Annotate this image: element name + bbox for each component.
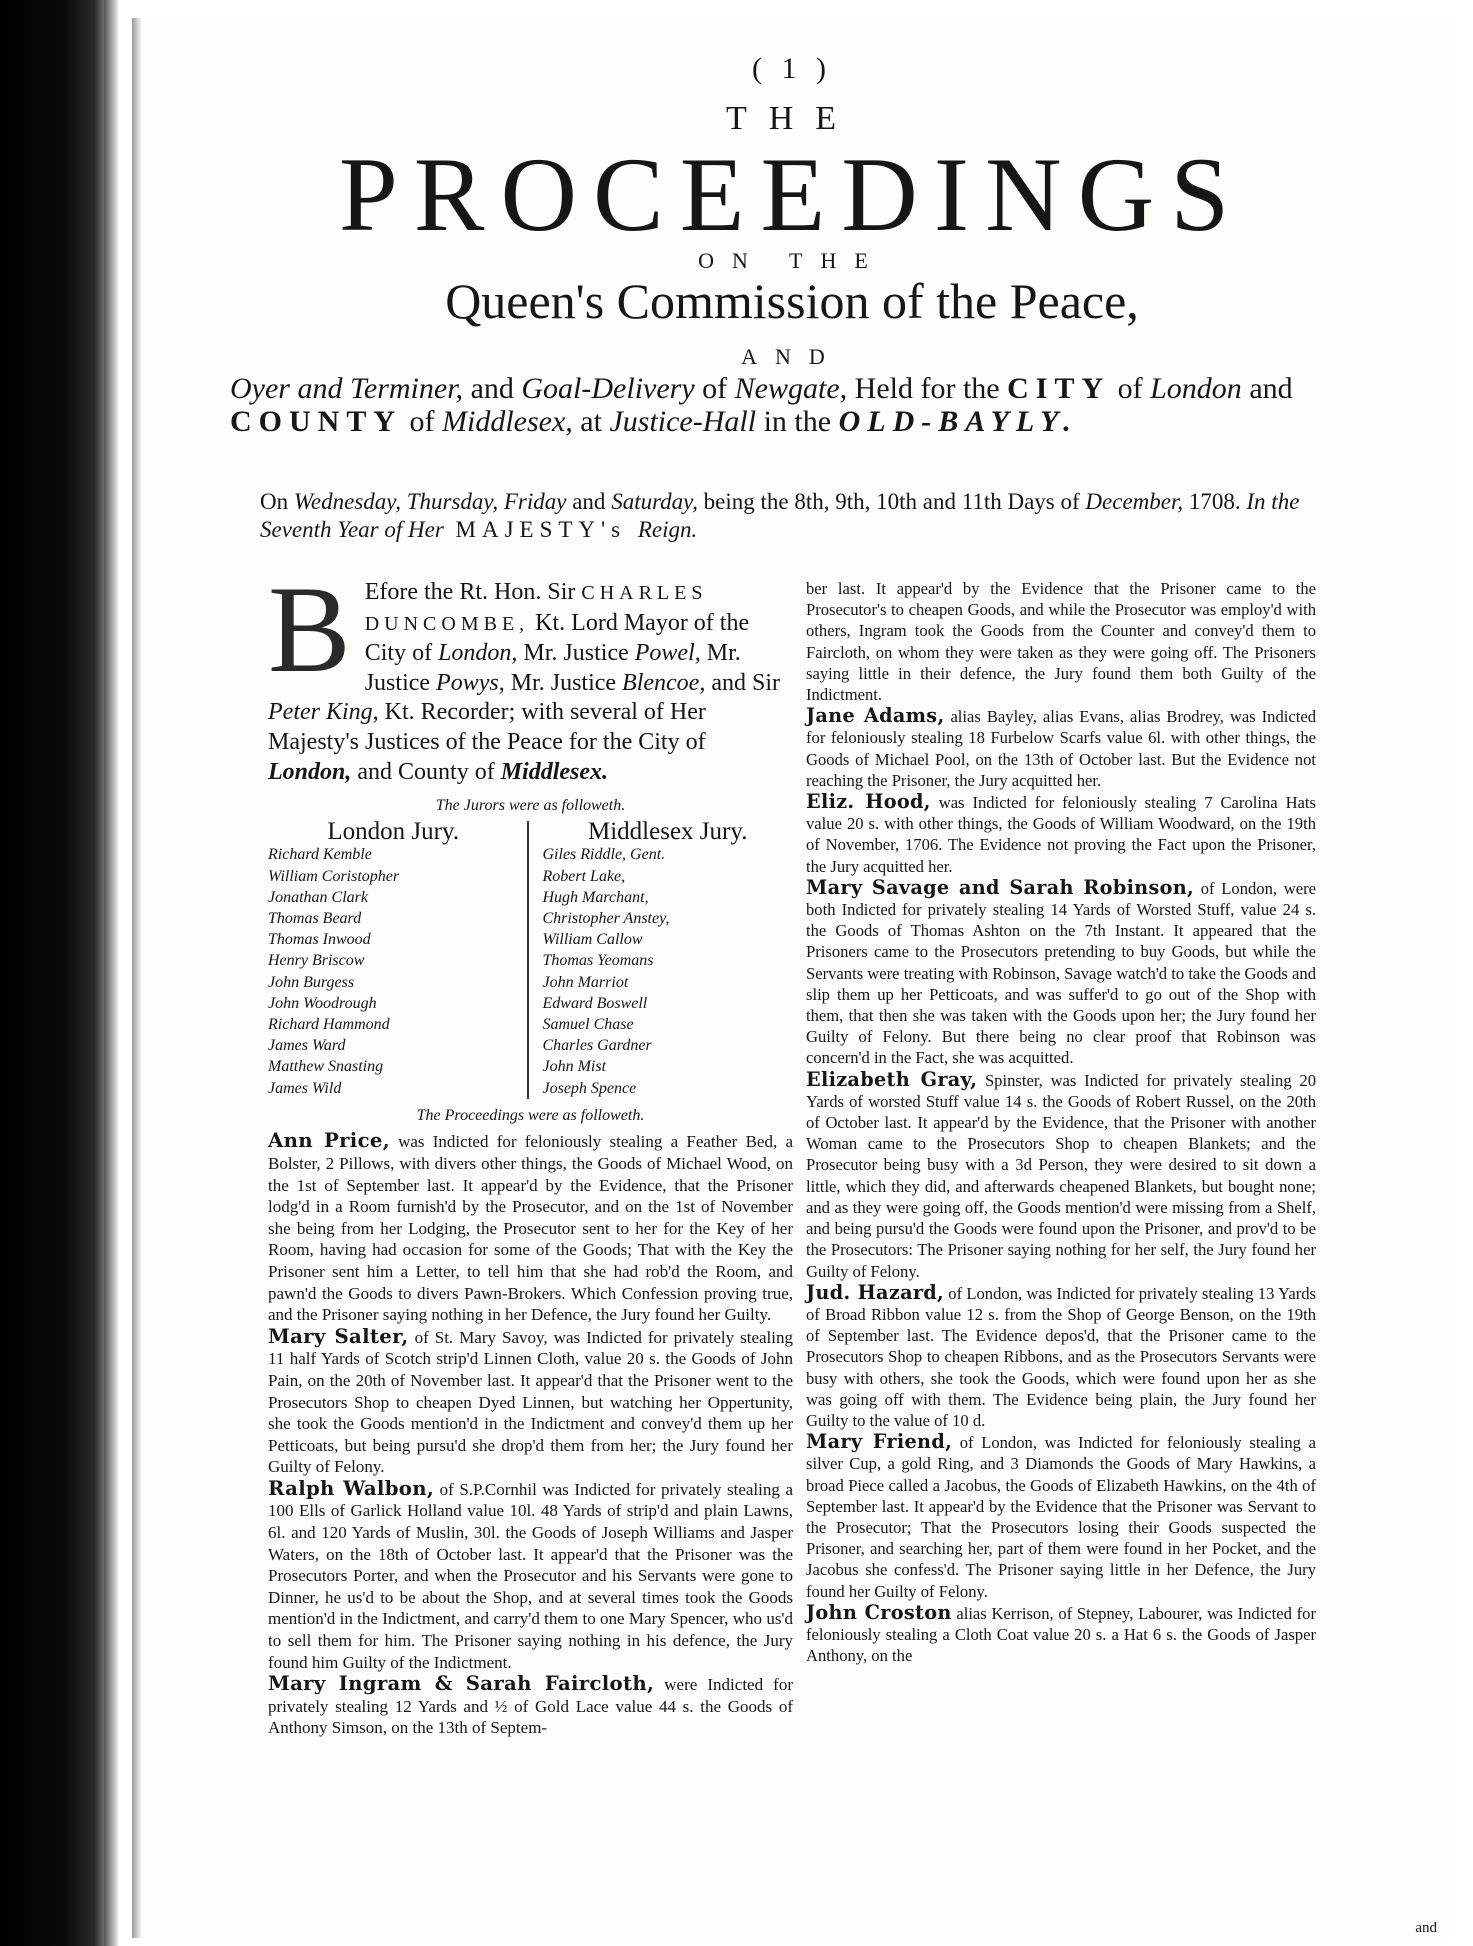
right-column <box>806 578 1316 1666</box>
session-text: Saturday, <box>611 489 698 514</box>
juror-name: Henry Briscow <box>268 952 365 970</box>
defendant-name: Mary Ingram & Sarah Faircloth, <box>268 1671 655 1696</box>
juror-name: Thomas Beard <box>268 909 362 927</box>
case-text: of London, was Indicted for feloniously stealing a silver Cup, a gold Ring, and 3 Diamonds the Goods of Mary Hawkins, a broad Piece called a Jacobus, the Goods of Elizabeth Hawkins, on the 4th of September last. It appear'd by the Evidence that the Prisoner was Servant to the Prosecutor; That the Prosecutors losing their Goods suspected the Prisoner, and searching her, part of them were found in her Pocket, and the Jacobus she confess'd. The Prisoner saying little in her Defence, the Jury found her Guilty of Felony. <box>806 1433 1316 1601</box>
juror-name: Matthew Snasting <box>268 1058 384 1076</box>
court-text: OLD-BAYLY. <box>838 405 1078 438</box>
court-description <box>230 372 1380 438</box>
juror-name: John Burgess <box>268 973 355 991</box>
juror-name: Charles Gardner <box>542 1037 652 1055</box>
session-text: being the 8th, 9th, 10th and 11th Days of <box>697 489 1086 514</box>
case-entry <box>806 1602 1316 1667</box>
session-text: Reign. <box>637 517 698 542</box>
session-text: December, <box>1085 489 1184 514</box>
page-title: PROCEEDINGS <box>338 136 1246 253</box>
case-entry <box>268 1475 793 1673</box>
court-text: Justice-Hall <box>609 405 757 438</box>
left-entries <box>268 1130 793 1739</box>
court-text: of <box>402 405 443 438</box>
middlesex-jury-title: Middlesex Jury. <box>588 817 748 845</box>
intro-text: Middlesex. <box>500 758 609 785</box>
juror-name: Richard Hammond <box>268 1015 390 1033</box>
case-entry <box>806 877 1316 1069</box>
session-text: MAJESTY's <box>443 517 638 542</box>
case-text: alias Kerrison, of Stepney, Labourer, was Indicted for feloniously stealing a Cloth Coat value 20 s. a Hat 6 s. the Goods of Jasper Anthony, on the <box>806 1603 1316 1666</box>
case-text: of S.P.Cornhil was Indicted for privately stealing a 100 Ells of Garlick Holland value 10l. 48 Yards of strip'd and plain Lawns, 6l. and 120 Yards of Muslin, 30l. the Goods of Joseph Williams and Jasper Waters, on the 18th of October last. It appear'd that the Prisoner was the Prosecutors Porter, and when the Prosecutor and his Servants were gone to Dinner, he us'd to be about the Shop, and at several times took the Goods mention'd in the Indictment, and carry'd them to one Mary Spencer, who us'd to sell them for him. The Prisoner saying nothing in his defence, the Jury found him Guilty of the Indictment. <box>268 1479 793 1672</box>
court-text: and <box>1241 372 1293 405</box>
case-text: of London, were both Indicted for privately stealing 14 Yards of Worsted Stuff, value 24 s. the Goods of Thomas Ashton on the 7th Instant. It appeared that the Prisoners came to the Prosecutors pretending to buy Goods, but while the Servants were treating with Robinson, Savage watch'd to take the Goods and slip them up her Petticoats, and was suffer'd to go out of the Shop with them, that then she was taken with the Goods upon her; the Jury found her Guilty of Felony. But there being no clear proof that Robinson was concern'd in the Fact, she was acquitted. <box>806 878 1316 1068</box>
london-juror-list <box>268 844 519 1098</box>
jurors-heading: The Jurors were as followeth. <box>435 797 626 815</box>
juror-name: Joseph Spence <box>542 1079 637 1097</box>
middlesex-jury <box>529 817 794 1099</box>
juror-name: Robert Lake, <box>542 867 626 885</box>
title-and: AND <box>741 344 843 369</box>
juror-name: John Woodrough <box>268 994 377 1012</box>
london-jury <box>268 817 529 1099</box>
intro-text: Kt. Lord Mayor of the City of <box>364 609 750 667</box>
juror-name: William Coristopher <box>268 867 400 885</box>
session-text: In the Seventh Year of Her <box>260 489 1300 542</box>
case-entry <box>806 791 1316 877</box>
defendant-name: Mary Salter, <box>268 1323 409 1348</box>
juror-name: Samuel Chase <box>542 1015 634 1033</box>
case-entry <box>806 1431 1316 1602</box>
catchword: and <box>1415 1920 1437 1936</box>
defendant-name: Jane Adams, <box>806 704 945 728</box>
intro-text: Kt. Recorder; with several of Her Majesty's Justices of the Peace for the City of <box>268 699 706 755</box>
jury-table <box>268 817 793 1099</box>
title-the: THE <box>725 100 859 137</box>
defendant-name: Mary Friend, <box>806 1430 953 1454</box>
intro-text: Mr. Justice <box>517 640 635 667</box>
court-text: London <box>1150 372 1242 405</box>
defendant-name: Ralph Walbon, <box>268 1475 435 1500</box>
juror-name: Edward Boswell <box>542 994 648 1012</box>
court-text: Oyer and Terminer, <box>230 372 464 405</box>
defendant-name: Eliz. Hood, <box>806 790 931 814</box>
title-on-the: ON THE <box>698 248 886 273</box>
juror-name: Christopher Anstey, <box>542 909 670 927</box>
intro-paragraph <box>268 561 793 787</box>
intro-text: Peter King, <box>268 699 379 726</box>
case-entry <box>268 1130 793 1325</box>
intro-text: Mr. Justice <box>504 669 623 696</box>
defendant-name: Ann Price, <box>268 1128 390 1153</box>
juror-name: Hugh Marchant, <box>542 888 649 906</box>
court-text: Newgate, <box>734 372 848 405</box>
case-text: ber last. It appear'd by the Evidence that the Prisoner came to the Prosecutor's to cheapen Goods, and while the Prosecutor was employ'd with others, Ingram took the Goods from the Counter and convey'd them to Faircloth, on whom they were taken as they were going off. The Prisoners saying little in their defence, the Jury found them both Guilty of the Indictment. <box>806 579 1316 705</box>
right-entries <box>806 578 1316 1666</box>
juror-name: Giles Riddle, Gent. <box>542 846 666 864</box>
intro-text: London, <box>268 758 352 785</box>
juror-name: Richard Kemble <box>268 846 372 864</box>
commission-heading: Queen's Commission of the Peace, <box>445 273 1139 329</box>
case-entry <box>268 1323 793 1478</box>
intro-text: and County of <box>351 758 501 785</box>
court-text: CITY <box>1007 372 1111 405</box>
court-text: COUNTY <box>230 405 403 438</box>
proceedings-heading: The Proceedings were as followeth. <box>416 1106 645 1124</box>
case-entry <box>268 1673 793 1739</box>
case-text: of St. Mary Savoy, was Indicted for privately stealing 11 half Yards of Scotch strip'd Linnen Cloth, value 20 s. the Goods of John Pain, on the 20th of November last. It appear'd that the Prisoner went to the Prosecutors Shop to cheapen Dyed Linnen, but watching her Oppertunity, she took the Goods mention'd in the Indictment and convey'd them up her Petticoats, but being pursu'd she drop'd them from her; the Jury found her Guilty of Felony. <box>268 1327 793 1477</box>
defendant-name: Mary Savage and Sarah Robinson, <box>806 875 1195 899</box>
juror-name: James Ward <box>268 1037 346 1055</box>
case-entry <box>806 705 1316 791</box>
scanner-shadow <box>0 0 118 1946</box>
court-text: and <box>463 372 522 405</box>
page-number: ( 1 ) <box>752 52 832 85</box>
intro-text: Powys, <box>436 669 505 696</box>
intro-text: Blencoe, <box>622 669 706 696</box>
juror-name: William Callow <box>542 931 643 949</box>
case-text: was Indicted for feloniously stealing 7 Carolina Hats value 20 s. with other things, the Goods of William Woodward, on the 19th of November, 1706. The Evidence not proving the Fact upon the Prisoner, the Jury acquitted her. <box>806 793 1316 876</box>
case-text: alias Bayley, alias Evans, alias Brodrey, was Indicted for feloniously stealing 18 Furbelow Scarfs value 6l. with other things, the Goods of Michael Pool, on the 13th of October last. But the Evidence not reaching the Prisoner, the Jury acquitted her. <box>806 707 1316 790</box>
case-text: was Indicted for feloniously stealing a Feather Bed, a Bolster, 2 Pillows, with divers other things, the Goods of Michael Wood, on the 1st of September last. It appear'd by the Evidence, that the Prisoner lodg'd in a Room furnish'd by the Prosecutor, and on the 1st of November she being from her Lodging, the Prosecutor sent to her for the Key of her Room, having had occasion for some of the Goods; That with the Key the Prisoner sent him a Letter, to tell him that she had rob'd the Room, and pawn'd the Goods to divers Pawn-Brokers. Which Confession proving true, and the Prisoner saying nothing in her Defence, the Jury found her Guilty. <box>268 1132 793 1325</box>
court-text: at <box>572 405 610 438</box>
defendant-name: Jud. Hazard, <box>806 1280 945 1304</box>
court-text: in the <box>756 405 839 438</box>
session-text: On <box>260 489 294 514</box>
case-text: were Indicted for privately stealing 12 Yards and ½ of Gold Lace value 44 s. the Goods of Anthony Simson, on the 13th of Septem- <box>268 1675 793 1738</box>
intro-text: Powel, <box>634 640 701 667</box>
session-text: and <box>566 489 612 514</box>
intro-text: CHARLES DUNCOMBE, <box>364 582 708 635</box>
intro-text: and Sir <box>705 669 781 696</box>
court-text: Middlesex, <box>442 405 573 438</box>
intro-text: Mr. Justice <box>364 640 741 696</box>
court-text: Goal-Delivery <box>521 372 695 405</box>
session-dates <box>260 488 1360 544</box>
juror-name: Jonathan Clark <box>268 888 368 906</box>
intro-text: London, <box>438 640 518 667</box>
court-text: of <box>694 372 735 405</box>
session-text: 1708. <box>1183 489 1247 514</box>
juror-name: John Marriot <box>542 973 629 991</box>
juror-name: Thomas Yeomans <box>542 952 654 970</box>
juror-name: John Mist <box>542 1058 607 1076</box>
intro-text: Efore the Rt. Hon. Sir <box>364 579 582 605</box>
defendant-name: John Croston <box>806 1600 952 1624</box>
court-text: of <box>1110 372 1151 405</box>
london-jury-title: London Jury. <box>327 817 460 845</box>
juror-name: James Wild <box>268 1079 342 1097</box>
drop-cap: B <box>268 561 351 698</box>
case-entry <box>806 1282 1316 1431</box>
juror-name: Thomas Inwood <box>268 931 371 949</box>
case-entry <box>806 1069 1316 1282</box>
defendant-name: Elizabeth Gray, <box>806 1067 978 1091</box>
session-text: Wednesday, Thursday, Friday <box>293 489 567 514</box>
case-entry <box>806 578 1316 705</box>
case-text: Spinster, was Indicted for privately stealing 20 Yards of worsted Stuff value 14 s. the Goods of Robert Russel, on the 20th of October last. It appear'd by the Evidence, that the Prisoner with another Woman came to the Prosecutors Shop to cheapen Blankets; and the Prosecutor being busy with a 3d Person, they were desired to sit down a little, which they did, and afterwards cheapened Blankets, but bought none; and as they were going off, the Goods mention'd were missing from a Shelf, and being pursu'd the Goods were found upon the Prisoner, and prov'd to be the Prosecutors: The Prisoner saying nothing for her self, the Jury found her Guilty of Felony. <box>806 1070 1316 1281</box>
middlesex-juror-list <box>543 844 794 1098</box>
case-text: of London, was Indicted for privately stealing 13 Yards of Broad Ribbon value 12 s. from the Shop of George Benson, on the 19th of September last. The Evidence depos'd, that the Prisoner came to the Prosecutors Shop to cheapen Ribbons, and as the Prosecutors Servants were busy with others, she took the Goods, which were found upon her as she was going off with them. The Evidence being plain, the Jury found her Guilty to the value of 10 d. <box>806 1283 1316 1430</box>
court-text: Held for the <box>847 372 1008 405</box>
left-column <box>268 561 793 1739</box>
